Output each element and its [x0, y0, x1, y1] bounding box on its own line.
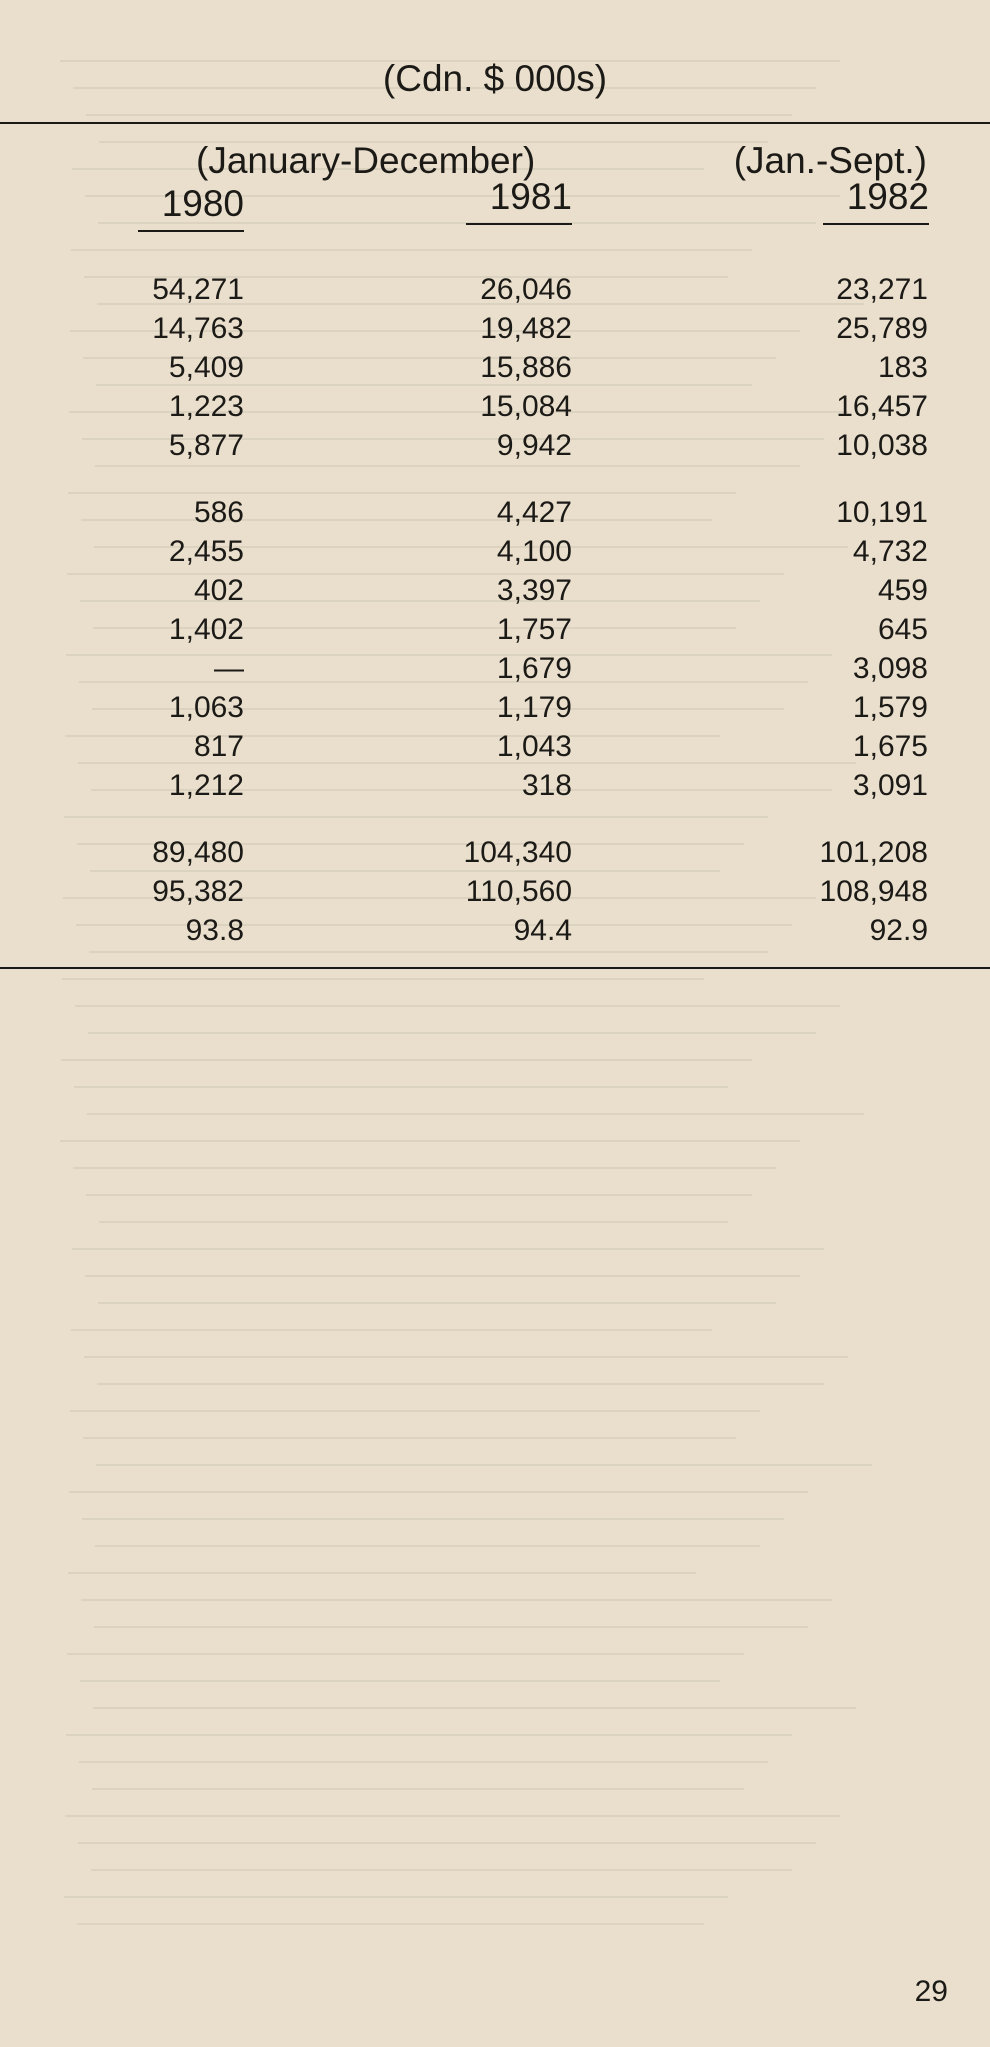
- bleed-through-line: [66, 1734, 792, 1736]
- bleed-through-line: [97, 1383, 824, 1385]
- bleed-through-line: [82, 1518, 784, 1520]
- bleed-through-line: [67, 1653, 744, 1655]
- bleed-through-line: [68, 1572, 696, 1574]
- value-cell: 54,271: [152, 273, 244, 306]
- bleed-through-line: [65, 1815, 840, 1817]
- value-cell: 9,942: [496, 429, 572, 462]
- bleed-through-line: [99, 1221, 728, 1223]
- value-cell: 23,271: [836, 273, 928, 306]
- value-cell: 1,223: [168, 390, 244, 423]
- value-cell: 183: [877, 351, 928, 384]
- value-cell: 14,763: [152, 312, 244, 345]
- bleed-through-line: [71, 249, 752, 251]
- value-cell: 15,084: [480, 390, 572, 423]
- value-cell: 2,455: [168, 535, 244, 568]
- value-cell: 402: [193, 574, 244, 607]
- value-cell: 1,675: [852, 730, 928, 763]
- value-cell: 5,877: [168, 429, 244, 462]
- bleed-through-line: [74, 1086, 728, 1088]
- bleed-through-line: [61, 1059, 752, 1061]
- value-cell: 10,191: [836, 496, 928, 529]
- bleed-through-line: [95, 1545, 760, 1547]
- bleed-through-line: [94, 1626, 808, 1628]
- bleed-through-line: [88, 1032, 816, 1034]
- value-cell: 15,886: [480, 351, 572, 384]
- top-rule: [0, 122, 990, 124]
- bleed-through-line: [98, 1302, 776, 1304]
- value-cell: 1,579: [852, 691, 928, 724]
- value-cell: 4,427: [496, 496, 572, 529]
- year-1981-underline: [466, 223, 572, 225]
- total-cell: 104,340: [463, 836, 572, 869]
- bleed-through-line: [73, 1167, 776, 1169]
- value-cell: 817: [193, 730, 244, 763]
- bleed-through-line: [62, 978, 704, 980]
- value-cell: 4,732: [852, 535, 928, 568]
- ratio-cell: 94.4: [513, 914, 572, 947]
- ratio-cell: 93.8: [185, 914, 244, 947]
- bleed-through-line: [84, 1356, 848, 1358]
- year-1982: 1982: [846, 176, 929, 217]
- bleed-through-line: [91, 1869, 792, 1871]
- bleed-through-line: [89, 951, 768, 953]
- total-cell: 110,560: [465, 875, 572, 908]
- bleed-through-line: [80, 1680, 720, 1682]
- bleed-through-line: [86, 1194, 752, 1196]
- page-number: 29: [914, 1975, 948, 2008]
- bleed-through-line: [79, 1761, 768, 1763]
- bleed-through-line: [92, 1788, 744, 1790]
- total-cell: 89,480: [152, 836, 244, 869]
- value-cell: 16,457: [836, 390, 928, 423]
- total-cell: 108,948: [819, 875, 928, 908]
- value-cell: 26,046: [480, 273, 572, 306]
- value-cell: 1,212: [168, 769, 244, 802]
- unit-title: (Cdn. $ 000s): [382, 58, 608, 99]
- bleed-through-line: [93, 1707, 856, 1709]
- value-cell: 1,043: [496, 730, 572, 763]
- value-cell: 19,482: [480, 312, 572, 345]
- value-cell: 3,098: [852, 652, 928, 685]
- year-1980: 1980: [161, 183, 244, 224]
- year-1980-underline: [138, 230, 244, 232]
- bleed-through-line: [83, 1437, 736, 1439]
- value-cell: 318: [521, 769, 572, 802]
- value-cell: 3,397: [496, 574, 572, 607]
- total-cell: 101,208: [819, 836, 928, 869]
- period-header-jan-sept: (Jan.-Sept.): [733, 140, 927, 181]
- bleed-through-line: [72, 1248, 824, 1250]
- bleed-through-line: [86, 114, 792, 116]
- value-cell: 459: [877, 574, 928, 607]
- value-cell: 1,679: [496, 652, 572, 685]
- bleed-through-line: [78, 1842, 816, 1844]
- value-cell: 1,179: [496, 691, 572, 724]
- bleed-through-line: [64, 1896, 728, 1898]
- year-1981: 1981: [489, 176, 572, 217]
- year-1982-underline: [823, 223, 929, 225]
- column-1982: [820, 270, 928, 950]
- bleed-through-line: [87, 1113, 864, 1115]
- value-cell: 1,402: [168, 613, 244, 646]
- bleed-through-line: [60, 1140, 800, 1142]
- value-cell: 1,757: [496, 613, 572, 646]
- bleed-through-line: [70, 1410, 760, 1412]
- bleed-through-line: [96, 1464, 872, 1466]
- value-cell: 25,789: [836, 312, 928, 345]
- ratio-cell: 92.9: [869, 914, 928, 947]
- value-cell: —: [214, 652, 244, 685]
- column-1980: [152, 270, 244, 950]
- period-header-jan-dec: (January-December): [196, 140, 536, 181]
- value-cell: 10,038: [836, 429, 928, 462]
- value-cell: 1,063: [168, 691, 244, 724]
- value-cell: 586: [193, 496, 244, 529]
- value-cell: 4,100: [496, 535, 572, 568]
- value-cell: 5,409: [168, 351, 244, 384]
- bleed-through-line: [77, 1923, 704, 1925]
- value-cell: 645: [877, 613, 928, 646]
- bleed-through-line: [75, 1005, 840, 1007]
- bottom-rule: [0, 967, 990, 969]
- bleed-through-line: [69, 1491, 808, 1493]
- bleed-through-line: [85, 1275, 800, 1277]
- value-cell: 3,091: [852, 769, 928, 802]
- column-1981: [464, 270, 572, 950]
- total-cell: 95,382: [152, 875, 244, 908]
- bleed-through-line: [81, 1599, 832, 1601]
- bleed-through-line: [71, 1329, 712, 1331]
